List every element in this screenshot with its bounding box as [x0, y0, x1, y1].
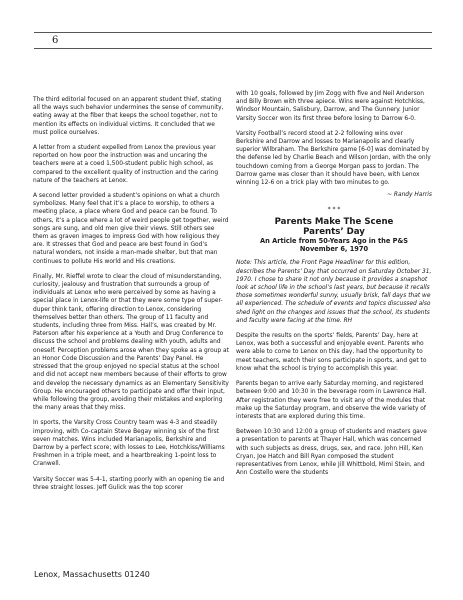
- section-divider: * * *: [327, 206, 341, 214]
- left-paragraph: Varsity Soccer was 5-4-1, starting poorly with an opening tie and three straight losses. Jeff Gulick was the top scorer: [33, 476, 225, 491]
- left-paragraph: In sports, the Varsity Cross Country team was 4-3 and steadily improving, with Co-captain Steve Begay winning six of the first seven matches. Wins included Marianapolis, Berkshire and Darrow by a perfect score; with losses to Lee, Hotchkiss/Williams Freshmen in a triple meet, and a heartbreaking 1-point loss to Cranwell.: [33, 420, 225, 468]
- right-paragraph: with 10 goals, followed by Jim Zogg with five and Neil Anderson and Billy Brown with three apiece. Wins were against Hotchkiss, Windsor Mountain, Salisbury, Darrow, and The Gunnery. Junior Varsity Soccer won its first three before losing to Darrow 6-0.: [236, 91, 425, 122]
- right-paragraph: Despite the results on the sports’ fields, Parents’ Day, here at Lenox, was both a successful and enjoyable event. Parents who were able to come to Lenox on this day, had the opportunity to meet teachers, watch their sons participate in sports, and get to know what the school is trying to accomplish this year.: [236, 333, 427, 372]
- page-number: 6: [52, 35, 59, 46]
- article-date: November 6, 1970: [299, 245, 369, 254]
- right-column: [236, 90, 432, 484]
- left-column: [33, 96, 229, 499]
- editor-note: Note: This article, the Front Page Headliner for this edition, describes the Parents’ Day that occurred on Saturday October 31, 1970. I chose to share it not only because it provides a snapshot look at school life in the school’s last years, but because it recalls those sometimes wonderful sunny, usually brisk, fall days that we all experienced. The schedule of events and topics discussed also shed light on the changes and issues that the school, its students and faculty were facing at the time. RH: [236, 260, 432, 324]
- right-paragraph: Varsity Football’s record stood at 2-2 following wins over Berkshire and Darrow and losses to Marianapolis and clearly superior Wilbraham. The Berkshire game [6-0] was dominated by the defense led by Charlie Beach and Wilson Jordan, with the only touchdown coming from a George Morgan pass to Jordan. The Darrow game was closer than it should have been, with Lenox winning 12-6 on a trick play with two minutes to go.: [236, 130, 431, 187]
- right-paragraph: Between 10:30 and 12:00 a group of students and masters gave a presentation to parents at Thayer Hall, which was concerned with such subjects as dress, drugs, sex, and race. John Hill, Ken Cryan, Joe Hatch and Bill Ryan composed the student representatives from Lenox, while Jill Whittbold, Mimi Stein, and Ann Costello were the students: [236, 429, 427, 477]
- right-paragraph: Parents began to arrive early Saturday morning, and registered between 9:00 and 10:30 in the beverage room in Lawrence Hall. After registration they were free to visit any of the modules that make up the Saturday program, and observe the wide variety of interests that are explored during this time.: [236, 381, 427, 420]
- left-paragraph: Finally, Mr. Rieffel wrote to clear the cloud of misunderstanding, curiosity, jealousy and frustration that surrounds a group of individuals at Lenox who were perceived by some as having a special place in Lenox-life or that they were some type of super-duper think tank, offering direction to Lenox, considering themselves better than others. The group of 11 faculty and students, including three from Miss. Hall’s, was created by Mr. Paterson after his experience at a Youth and Drug Conference to discuss the school and problems dealing with youth, adults and oneself. Perception problems arose when they spoke as a group at an Honor Code Discussion and the Parents’ Day Panel. He stressed that the group enjoyed no special status at the school and did not accept new members because of their efforts to grow and develop the necessary dynamics as an Elementary Sensitivity Group. He encouraged others to participate and offer their input, while following the group, avoiding their mistakes and exploring the many areas that they miss.: [33, 273, 229, 412]
- page-header: [34, 32, 432, 49]
- page-footer: Lenox, Massachusetts 01240: [34, 570, 150, 579]
- article-title: Parents Make The Scene: [274, 216, 394, 227]
- left-paragraph: A second letter provided a student’s opinions on what a church symbolizes. Many feel that it’s a place to worship, to others a meeting place, a place where God and peace can be found. To others, it’s a place where a lot of weird people get together, weird songs are sung, and old men give their views. Still others see them as graven images to impress God with how religious they are. It stresses that God and peace are best found in God’s natural wonders, not inside a man-made shelter, but that man continues to pollute His world and His creations.: [33, 193, 229, 265]
- left-paragraph: The third editorial focused on an apparent student thief, stating all the ways such behavior undermines the sense of community, eating away at the fiber that keeps the school together, not to mention its effects on individual victims. It concluded that we must police ourselves.: [33, 97, 224, 136]
- author-signoff: ~ Randy Harris: [387, 192, 432, 199]
- article-title: Parents’ Day: [303, 226, 365, 237]
- left-paragraph: A letter from a student expelled from Lenox the previous year reported on how poor the instruction was and uncaring the teachers were at a coed 1,500-student public high school, as compared to the excellent quality of instruction and the caring nature of the teachers at Lenox.: [33, 145, 219, 184]
- article-subtitle: An Article from 50-Years Ago in the P&S: [260, 236, 408, 245]
